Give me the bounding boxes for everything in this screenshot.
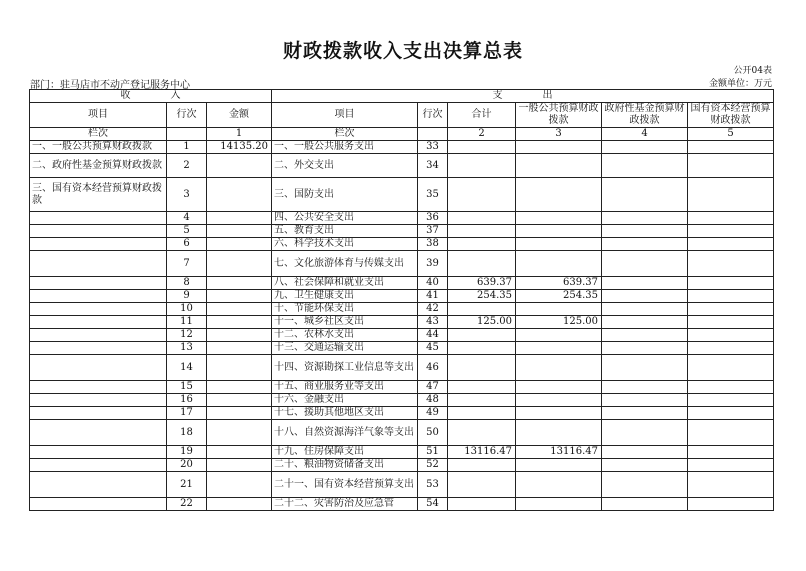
- income-amount: [207, 498, 272, 511]
- state-capital-amount: [688, 251, 774, 277]
- income-item: [30, 498, 167, 511]
- gov-fund-amount: [602, 290, 688, 303]
- table-header: [30, 90, 774, 141]
- income-amount: [207, 238, 272, 251]
- col-number-2: 2: [448, 128, 516, 141]
- table-row: [30, 472, 774, 498]
- state-capital-amount: [688, 329, 774, 342]
- income-row-no: 15: [167, 381, 207, 394]
- income-row-no: 20: [167, 459, 207, 472]
- table-row: [30, 212, 774, 225]
- col-number-3: 3: [516, 128, 602, 141]
- income-item: [30, 277, 167, 290]
- expense-row-no: 48: [418, 394, 448, 407]
- income-amount: 14135.20: [207, 141, 272, 154]
- income-item: 一、一般公共预算财政拨款: [30, 141, 167, 154]
- expense-item: 十、节能环保支出: [272, 303, 418, 316]
- income-amount: [207, 342, 272, 355]
- income-row-no: 9: [167, 290, 207, 303]
- gov-fund-amount: [602, 251, 688, 277]
- table-row: [30, 355, 774, 381]
- general-budget-amount: [516, 154, 602, 178]
- expense-row-no: 46: [418, 355, 448, 381]
- income-row-no: 11: [167, 316, 207, 329]
- table-row: [30, 498, 774, 511]
- expense-row-no: 49: [418, 407, 448, 420]
- gov-fund-amount: [602, 381, 688, 394]
- gov-fund-amount: [602, 141, 688, 154]
- income-amount: [207, 154, 272, 178]
- total-amount: [448, 459, 516, 472]
- expense-row-no: 39: [418, 251, 448, 277]
- general-budget-amount: [516, 141, 602, 154]
- state-capital-amount: [688, 212, 774, 225]
- gov-fund-amount: [602, 355, 688, 381]
- income-item: [30, 420, 167, 446]
- header-expense-item: 项目: [272, 103, 418, 128]
- table-body: [30, 141, 774, 511]
- expense-item: 十三、交通运输支出: [272, 342, 418, 355]
- table-row: [30, 329, 774, 342]
- income-amount: [207, 446, 272, 459]
- col-label-expense: 栏次: [272, 128, 418, 141]
- expense-row-no: 42: [418, 303, 448, 316]
- income-amount: [207, 212, 272, 225]
- total-amount: [448, 394, 516, 407]
- state-capital-amount: [688, 316, 774, 329]
- expense-row-no: 38: [418, 238, 448, 251]
- general-budget-amount: [516, 342, 602, 355]
- total-amount: [448, 238, 516, 251]
- general-budget-amount: [516, 472, 602, 498]
- income-amount: [207, 420, 272, 446]
- expense-item: 七、文化旅游体育与传媒支出: [272, 251, 418, 277]
- income-amount: [207, 355, 272, 381]
- col-number-5: 5: [688, 128, 774, 141]
- expense-item: 四、公共安全支出: [272, 212, 418, 225]
- page-title: 财政拨款收入支出决算总表: [282, 40, 523, 62]
- header-expense-row-no: 行次: [418, 103, 448, 128]
- header-state-capital: 国有资本经营预算财政拨款: [688, 103, 774, 128]
- total-amount: [448, 407, 516, 420]
- income-item: [30, 381, 167, 394]
- general-budget-amount: [516, 225, 602, 238]
- expense-row-no: 41: [418, 290, 448, 303]
- table-row: [30, 303, 774, 316]
- income-row-no: 22: [167, 498, 207, 511]
- state-capital-amount: [688, 381, 774, 394]
- expense-row-no: 54: [418, 498, 448, 511]
- general-budget-amount: [516, 329, 602, 342]
- state-capital-amount: [688, 394, 774, 407]
- income-row-no: 3: [167, 178, 207, 212]
- income-row-no: 19: [167, 446, 207, 459]
- table-row: [30, 459, 774, 472]
- col-number-4: 4: [602, 128, 688, 141]
- total-amount: [448, 355, 516, 381]
- total-amount: [448, 329, 516, 342]
- table-row: [30, 394, 774, 407]
- income-amount: [207, 459, 272, 472]
- general-budget-amount: [516, 407, 602, 420]
- general-budget-amount: 254.35: [516, 290, 602, 303]
- state-capital-amount: [688, 420, 774, 446]
- income-amount: [207, 472, 272, 498]
- income-item: [30, 342, 167, 355]
- col-number-1: 1: [207, 128, 272, 141]
- expense-item: 二十二、灾害防治及应急管: [272, 498, 418, 511]
- total-amount: [448, 498, 516, 511]
- state-capital-amount: [688, 459, 774, 472]
- income-item: [30, 459, 167, 472]
- expense-row-no: 50: [418, 420, 448, 446]
- total-amount: [448, 381, 516, 394]
- income-row-no: 6: [167, 238, 207, 251]
- income-item: [30, 394, 167, 407]
- state-capital-amount: [688, 290, 774, 303]
- header-amount: 金额: [207, 103, 272, 128]
- income-row-no: 21: [167, 472, 207, 498]
- income-item: [30, 329, 167, 342]
- table-row: [30, 251, 774, 277]
- income-row-no: 4: [167, 212, 207, 225]
- gov-fund-amount: [602, 394, 688, 407]
- general-budget-amount: 125.00: [516, 316, 602, 329]
- income-amount: [207, 277, 272, 290]
- table-row: [30, 277, 774, 290]
- gov-fund-amount: [602, 472, 688, 498]
- total-amount: 13116.47: [448, 446, 516, 459]
- table-row: [30, 290, 774, 303]
- total-amount: [448, 420, 516, 446]
- gov-fund-amount: [602, 316, 688, 329]
- form-code: 公开04表: [733, 66, 772, 76]
- total-amount: 125.00: [448, 316, 516, 329]
- income-item: [30, 225, 167, 238]
- income-item: [30, 303, 167, 316]
- income-amount: [207, 178, 272, 212]
- expense-row-no: 43: [418, 316, 448, 329]
- income-item: 二、政府性基金预算财政拨款: [30, 154, 167, 178]
- col-label-income: 栏次: [30, 128, 167, 141]
- total-amount: 639.37: [448, 277, 516, 290]
- expense-item: 三、国防支出: [272, 178, 418, 212]
- table-row: [30, 225, 774, 238]
- expense-item: 十四、资源勘探工业信息等支出: [272, 355, 418, 381]
- expense-item: 十六、金融支出: [272, 394, 418, 407]
- income-item: [30, 238, 167, 251]
- header-income-row-no: 行次: [167, 103, 207, 128]
- income-row-no: 10: [167, 303, 207, 316]
- header-income-item: 项目: [30, 103, 167, 128]
- total-amount: [448, 141, 516, 154]
- total-amount: [448, 342, 516, 355]
- expense-item: 二、外交支出: [272, 154, 418, 178]
- total-amount: 254.35: [448, 290, 516, 303]
- expense-item: 二十一、国有资本经营预算支出: [272, 472, 418, 498]
- state-capital-amount: [688, 225, 774, 238]
- general-budget-amount: [516, 381, 602, 394]
- header-total: 合计: [448, 103, 516, 128]
- income-amount: [207, 329, 272, 342]
- total-amount: [448, 472, 516, 498]
- table-row: [30, 141, 774, 154]
- income-row-no: 2: [167, 154, 207, 178]
- gov-fund-amount: [602, 420, 688, 446]
- expense-row-no: 51: [418, 446, 448, 459]
- income-amount: [207, 394, 272, 407]
- state-capital-amount: [688, 446, 774, 459]
- general-budget-amount: [516, 420, 602, 446]
- state-capital-amount: [688, 407, 774, 420]
- table-row: [30, 316, 774, 329]
- total-amount: [448, 178, 516, 212]
- total-amount: [448, 251, 516, 277]
- state-capital-amount: [688, 178, 774, 212]
- general-budget-amount: 639.37: [516, 277, 602, 290]
- general-budget-amount: [516, 355, 602, 381]
- general-budget-amount: [516, 498, 602, 511]
- table-row: [30, 420, 774, 446]
- expense-row-no: 36: [418, 212, 448, 225]
- gov-fund-amount: [602, 303, 688, 316]
- income-amount: [207, 251, 272, 277]
- income-amount: [207, 316, 272, 329]
- income-row-no: 16: [167, 394, 207, 407]
- gov-fund-amount: [602, 342, 688, 355]
- general-budget-amount: [516, 251, 602, 277]
- income-item: [30, 290, 167, 303]
- gov-fund-amount: [602, 446, 688, 459]
- amount-unit: 金额单位：万元: [708, 79, 772, 89]
- table-row: [30, 238, 774, 251]
- expense-row-no: 47: [418, 381, 448, 394]
- expense-item: 一、一般公共服务支出: [272, 141, 418, 154]
- expense-item: 二十、粮油物资储备支出: [272, 459, 418, 472]
- income-row-no: 13: [167, 342, 207, 355]
- expense-item: 九、卫生健康支出: [272, 290, 418, 303]
- header-expense: 支出: [272, 90, 774, 103]
- table-row: [30, 178, 774, 212]
- gov-fund-amount: [602, 329, 688, 342]
- table-row: [30, 342, 774, 355]
- income-amount: [207, 225, 272, 238]
- expense-row-no: 53: [418, 472, 448, 498]
- department-name: 部门：驻马店市不动产登记服务中心: [30, 80, 190, 91]
- income-item: [30, 446, 167, 459]
- table-row: [30, 381, 774, 394]
- expense-item: 八、社会保障和就业支出: [272, 277, 418, 290]
- general-budget-amount: [516, 303, 602, 316]
- general-budget-amount: 13116.47: [516, 446, 602, 459]
- income-amount: [207, 303, 272, 316]
- income-row-no: 1: [167, 141, 207, 154]
- expense-row-no: 44: [418, 329, 448, 342]
- state-capital-amount: [688, 472, 774, 498]
- total-amount: [448, 212, 516, 225]
- income-row-no: 7: [167, 251, 207, 277]
- total-amount: [448, 225, 516, 238]
- general-budget-amount: [516, 178, 602, 212]
- income-row-no: 14: [167, 355, 207, 381]
- income-amount: [207, 290, 272, 303]
- state-capital-amount: [688, 498, 774, 511]
- general-budget-amount: [516, 212, 602, 225]
- total-amount: [448, 303, 516, 316]
- expense-item: 十五、商业服务业等支出: [272, 381, 418, 394]
- expense-row-no: 45: [418, 342, 448, 355]
- header-gov-fund: 政府性基金预算财政拨款: [602, 103, 688, 128]
- income-row-no: 18: [167, 420, 207, 446]
- income-item: 三、国有资本经营预算财政拨款: [30, 178, 167, 212]
- total-amount: [448, 154, 516, 178]
- state-capital-amount: [688, 303, 774, 316]
- header-general-budget: 一般公共预算财政拨款: [516, 103, 602, 128]
- expense-item: 十八、自然资源海洋气象等支出: [272, 420, 418, 446]
- expense-row-no: 40: [418, 277, 448, 290]
- table-row: [30, 407, 774, 420]
- income-item: [30, 316, 167, 329]
- table-row: [30, 154, 774, 178]
- expense-item: 十一、城乡社区支出: [272, 316, 418, 329]
- gov-fund-amount: [602, 238, 688, 251]
- expense-row-no: 35: [418, 178, 448, 212]
- gov-fund-amount: [602, 459, 688, 472]
- expense-item: 五、教育支出: [272, 225, 418, 238]
- state-capital-amount: [688, 355, 774, 381]
- income-amount: [207, 407, 272, 420]
- expense-row-no: 33: [418, 141, 448, 154]
- header-income: 收入: [30, 90, 272, 103]
- state-capital-amount: [688, 277, 774, 290]
- gov-fund-amount: [602, 154, 688, 178]
- expense-row-no: 37: [418, 225, 448, 238]
- expense-item: 六、科学技术支出: [272, 238, 418, 251]
- income-item: [30, 407, 167, 420]
- expense-row-no: 52: [418, 459, 448, 472]
- expense-item: 十九、住房保障支出: [272, 446, 418, 459]
- state-capital-amount: [688, 154, 774, 178]
- income-item: [30, 472, 167, 498]
- income-row-no: 5: [167, 225, 207, 238]
- gov-fund-amount: [602, 277, 688, 290]
- state-capital-amount: [688, 141, 774, 154]
- income-item: [30, 251, 167, 277]
- table-row: [30, 446, 774, 459]
- expense-row-no: 34: [418, 154, 448, 178]
- appropriation-summary-table: [29, 89, 774, 511]
- general-budget-amount: [516, 459, 602, 472]
- income-item: [30, 212, 167, 225]
- expense-item: 十二、农林水支出: [272, 329, 418, 342]
- gov-fund-amount: [602, 498, 688, 511]
- gov-fund-amount: [602, 225, 688, 238]
- gov-fund-amount: [602, 407, 688, 420]
- gov-fund-amount: [602, 178, 688, 212]
- income-row-no: 12: [167, 329, 207, 342]
- income-row-no: 8: [167, 277, 207, 290]
- general-budget-amount: [516, 238, 602, 251]
- general-budget-amount: [516, 394, 602, 407]
- state-capital-amount: [688, 238, 774, 251]
- expense-item: 十七、援助其他地区支出: [272, 407, 418, 420]
- income-amount: [207, 381, 272, 394]
- gov-fund-amount: [602, 212, 688, 225]
- income-row-no: 17: [167, 407, 207, 420]
- income-item: [30, 355, 167, 381]
- state-capital-amount: [688, 342, 774, 355]
